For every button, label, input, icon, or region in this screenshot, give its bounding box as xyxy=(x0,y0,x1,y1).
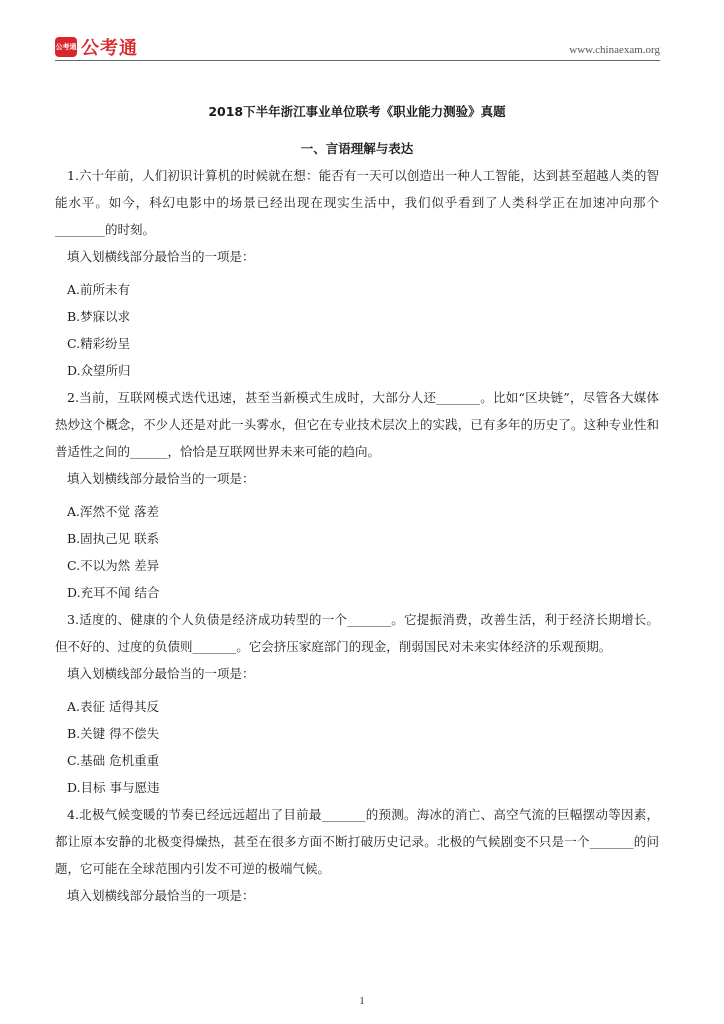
document-body xyxy=(55,98,659,915)
option-b: B.关键 得不偿失 xyxy=(67,726,160,741)
option-a: A.表征 适得其反 xyxy=(67,699,159,714)
option-d: D.众望所归 xyxy=(67,363,131,378)
page-number: 1 xyxy=(359,996,365,1007)
header-divider xyxy=(55,60,660,61)
section-title: 一、言语理解与表达 xyxy=(300,141,414,156)
question-1 xyxy=(55,162,659,384)
question-stem: 1.六十年前，人们初识计算机的时候就在想：能否有一天可以创造出一种人工智能，达到甚至超越人类的智能水平。如今，科幻电影中的场景已经出现在现实生活中，我们似乎看到了人类科学正在加速冲向那个________的时刻。 xyxy=(55,168,659,237)
document-title: 2018下半年浙江事业单位联考《职业能力测验》真题 xyxy=(208,104,506,119)
site-url: www.chinaexam.org xyxy=(569,44,660,56)
question-prompt: 填入划横线部分最恰当的一项是： xyxy=(67,666,255,681)
logo-text: 公考通 xyxy=(81,38,138,59)
question-4 xyxy=(55,801,659,909)
question-prompt: 填入划横线部分最恰当的一项是： xyxy=(67,249,255,264)
option-d: D.充耳不闻 结合 xyxy=(67,585,160,600)
option-c: C.基础 危机重重 xyxy=(67,753,160,768)
logo xyxy=(55,34,138,60)
question-stem: 2.当前，互联网模式迭代迅速，甚至当新模式生成时，大部分人还_______。比如“区块链”，尽管各大媒体热炒这个概念，不少人还是对此一头雾水，但它在专业技术层次上的实践，已有多年的历史了。这种专业性和普适性之间的______，恰恰是互联网世界未来可能的趋向。 xyxy=(55,390,659,459)
option-d: D.目标 事与愿违 xyxy=(67,780,160,795)
option-c: C.不以为然 差异 xyxy=(67,558,160,573)
question-2 xyxy=(55,384,659,606)
question-prompt: 填入划横线部分最恰当的一项是： xyxy=(67,888,255,903)
question-prompt: 填入划横线部分最恰当的一项是： xyxy=(67,471,255,486)
question-stem: 4.北极气候变暖的节奏已经远远超出了目前最_______的预测。海冰的消亡、高空气流的巨幅摆动等因素，都让原本安静的北极变得燥热，甚至在很多方面不断打破历史记录。北极的气候剧变不只是一个_______的问题，它可能在全球范围内引发不可逆的极端气候。 xyxy=(55,807,659,876)
question-stem: 3.适度的、健康的个人负债是经济成功转型的一个_______。它提振消费，改善生活，利于经济长期增长。但不好的、过度的负债则_______。它会挤压家庭部门的现金，削弱国民对未来实体经济的乐观预期。 xyxy=(55,612,659,654)
option-b: B.梦寐以求 xyxy=(67,309,131,324)
option-a: A.浑然不觉 落差 xyxy=(67,504,159,519)
option-c: C.精彩纷呈 xyxy=(67,336,131,351)
question-3 xyxy=(55,606,659,801)
logo-mark-icon: 公考通 xyxy=(55,37,77,57)
page-header xyxy=(0,0,724,64)
option-a: A.前所未有 xyxy=(67,282,131,297)
option-b: B.固执己见 联系 xyxy=(67,531,160,546)
